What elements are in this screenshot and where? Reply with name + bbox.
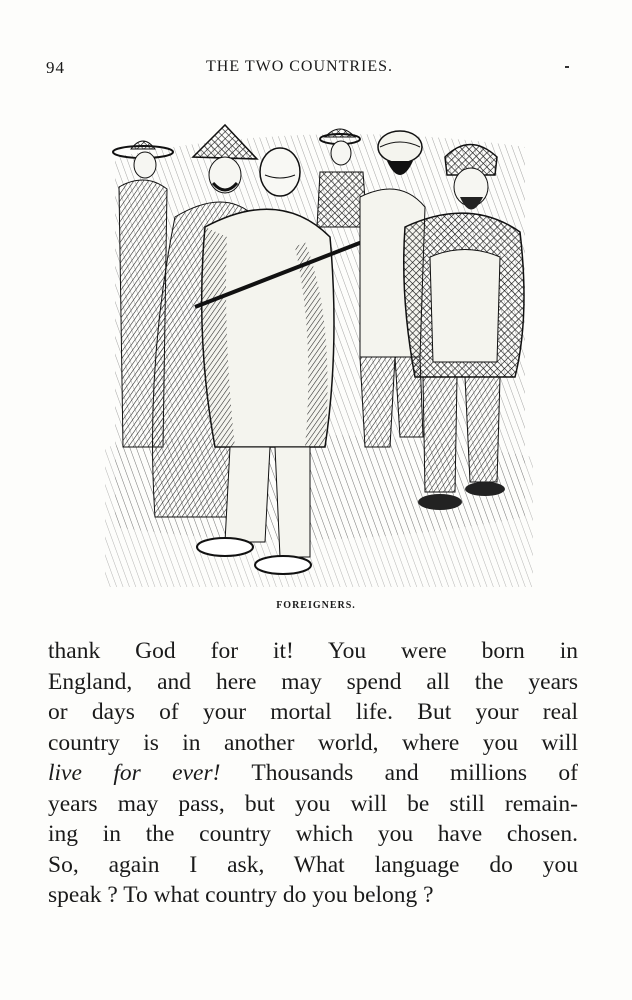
page-number: 94 xyxy=(46,58,65,77)
text-line: England, and here may spend all the years xyxy=(48,668,578,695)
text-line: So, again I ask, What language do you xyxy=(48,851,578,878)
text-fragment: Thousands and millions of xyxy=(220,760,578,786)
foreigners-engraving xyxy=(105,117,533,587)
text-line: country is in another world, where you will xyxy=(48,729,578,756)
page-header xyxy=(0,58,632,82)
text-line: years may pass, but you will be still remain- xyxy=(48,790,578,817)
text-line: ing in the country which you have chosen. xyxy=(48,821,578,847)
illustration-caption: FOREIGNERS. xyxy=(276,600,356,611)
running-head: THE TWO COUNTRIES. xyxy=(206,58,394,75)
stray-ink-mark xyxy=(565,66,569,68)
body-paragraph xyxy=(48,636,578,911)
text-line: speak ? To what country do you belong ? xyxy=(48,882,434,908)
italic-phrase: live for ever! xyxy=(48,760,221,786)
text-line xyxy=(48,758,578,789)
text-line: or days of your mortal life. But your real xyxy=(48,699,578,725)
text-line: thank God for it! You were born in xyxy=(48,638,578,664)
